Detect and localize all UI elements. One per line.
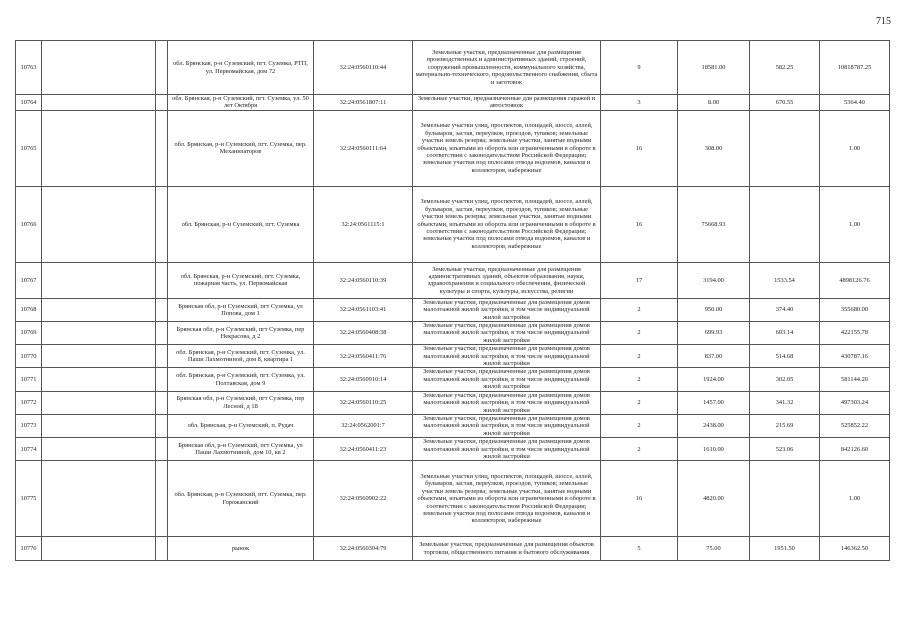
land-use-cell: Земельные участки, предназначенные для размещения домов малоэтажной жилой застройки, в том числе индивидуальной жилой застройки <box>413 391 601 414</box>
rate-cell: 514.68 <box>750 345 820 368</box>
address-cell: обл. Брянская, р-н Суземский, пгт. Суземка, ул. 50 лет Октября <box>168 95 314 111</box>
blank-cell <box>42 345 156 368</box>
blank-cell <box>156 110 168 186</box>
land-use-cell: Земельные участки, предназначенные для размещения домов малоэтажной жилой застройки, в том числе индивидуальной жилой застройки <box>413 322 601 345</box>
value-cell: 1.00 <box>820 110 890 186</box>
rate-cell: 582.25 <box>750 41 820 95</box>
value-cell: 10818787.25 <box>820 41 890 95</box>
group-cell: 3 <box>601 95 678 111</box>
address-cell: обл. Брянская, р-н Суземский, пгт. Суземка <box>168 186 314 262</box>
cadastral-number-cell: 32:24:0560408:38 <box>314 322 413 345</box>
group-cell: 17 <box>601 262 678 298</box>
address-cell: обл. Брянская, р-н Суземский, пгт. Суземка, пер. Механизаторов <box>168 110 314 186</box>
page-number: 715 <box>876 16 891 27</box>
cadastral-number-cell: 32:24:0560110:44 <box>314 41 413 95</box>
value-cell: 430787.16 <box>820 345 890 368</box>
value-cell: 525852.22 <box>820 414 890 437</box>
area-cell: 699.93 <box>678 322 750 345</box>
row-id: 10776 <box>16 537 42 561</box>
address-cell: Брянская обл, р-н Суземский, пгт Суземка, пер Некрасова, д 2 <box>168 322 314 345</box>
row-id: 10767 <box>16 262 42 298</box>
blank-cell <box>42 537 156 561</box>
rate-cell <box>750 110 820 186</box>
group-cell: 16 <box>601 110 678 186</box>
blank-cell <box>42 95 156 111</box>
blank-cell <box>156 438 168 461</box>
group-cell: 2 <box>601 298 678 321</box>
group-cell: 16 <box>601 461 678 537</box>
land-use-cell: Земельные участки улиц, проспектов, площадей, шоссе, аллей, бульваров, застав, переулков, проездов, тупиков; земельные участки земель резерва; земельные участки, занятые водными объектами, изъятыми из оборота или ограниченными в обороте в соответствии с законодательством Российской Федерации; земельные участки под полосами отвода водоемов, каналов и коллекторов, набережные <box>413 110 601 186</box>
address-cell: обл. Брянская, р-н Суземский, п. Рудач <box>168 414 314 437</box>
row-id: 10766 <box>16 186 42 262</box>
area-cell: 8.00 <box>678 95 750 111</box>
blank-cell <box>42 110 156 186</box>
blank-cell <box>42 368 156 391</box>
rate-cell: 1951.50 <box>750 537 820 561</box>
rate-cell: 341.32 <box>750 391 820 414</box>
area-cell: 75668.93 <box>678 186 750 262</box>
rate-cell <box>750 186 820 262</box>
cadastral-number-cell: 32:24:0561103:41 <box>314 298 413 321</box>
address-cell: Брянская обл, р-н Суземский, пгт Суземка, ул Попова, дом 1 <box>168 298 314 321</box>
value-cell: 581144.20 <box>820 368 890 391</box>
blank-cell <box>156 414 168 437</box>
cadastral-number-cell: 32:24:0561115:1 <box>314 186 413 262</box>
rate-cell: 215.69 <box>750 414 820 437</box>
blank-cell <box>42 41 156 95</box>
group-cell: 2 <box>601 345 678 368</box>
area-cell: 308.00 <box>678 110 750 186</box>
value-cell: 1.00 <box>820 186 890 262</box>
rate-cell: 302.05 <box>750 368 820 391</box>
land-use-cell: Земельные участки, предназначенные для размещения домов малоэтажной жилой застройки, в том числе индивидуальной жилой застройки <box>413 414 601 437</box>
land-use-cell: Земельные участки, предназначенные для размещения домов малоэтажной жилой застройки, в том числе индивидуальной жилой застройки <box>413 438 601 461</box>
cadastral-number-cell: 32:24:0560411:23 <box>314 438 413 461</box>
blank-cell <box>156 461 168 537</box>
area-cell: 1610.00 <box>678 438 750 461</box>
value-cell: 5364.40 <box>820 95 890 111</box>
row-id: 10775 <box>16 461 42 537</box>
blank-cell <box>42 186 156 262</box>
table-row <box>16 110 890 186</box>
blank-cell <box>156 322 168 345</box>
table-row <box>16 368 890 391</box>
group-cell: 2 <box>601 414 678 437</box>
address-cell: Брянская обл, р-н Суземский, пгт Суземка, ул Паши Лахмотниной, дом 10, кв 2 <box>168 438 314 461</box>
blank-cell <box>156 186 168 262</box>
rate-cell: 374.40 <box>750 298 820 321</box>
area-cell: 18581.00 <box>678 41 750 95</box>
area-cell: 4820.00 <box>678 461 750 537</box>
area-cell: 3194.00 <box>678 262 750 298</box>
land-use-cell: Земельные участки улиц, проспектов, площадей, шоссе, аллей, бульваров, застав, переулков, проездов, тупиков; земельные участки земель резерва; земельные участки, занятые водными объектами, изъятыми из оборота или ограниченными в обороте в соответствии с законодательством Российской Федерации; земельные участки под полосами отвода водоемов, каналов и коллекторов, набережные <box>413 186 601 262</box>
address-cell: обл. Брянская, р-н Суземский, пгт. Суземка, ул. Паши Лахмотниной, дом 8, квартира 1 <box>168 345 314 368</box>
address-cell: обл. Брянская, р-н Суземский, пгт. Суземка, РТП, ул. Первомайская, дом 72 <box>168 41 314 95</box>
row-id: 10768 <box>16 298 42 321</box>
address-cell: обл. Брянская, р-н Суземский, пгт. Суземка, пожарная часть, ул. Первомайская <box>168 262 314 298</box>
cadastral-number-cell: 32:24:0560110:25 <box>314 391 413 414</box>
group-cell: 2 <box>601 438 678 461</box>
land-use-cell: Земельные участки улиц, проспектов, площадей, шоссе, аллей, бульваров, застав, переулков, проездов, тупиков; земельные участки земель резерва; земельные участки, занятые водными объектами, изъятыми из оборота или ограниченными в обороте в соответствии с законодательством Российской Федерации; земельные участки под полосами отвода водоемов, каналов и коллекторов, набережные <box>413 461 601 537</box>
cadastral-number-cell: 32:24:0560902:22 <box>314 461 413 537</box>
table-row <box>16 41 890 95</box>
table-row <box>16 345 890 368</box>
blank-cell <box>42 391 156 414</box>
blank-cell <box>156 41 168 95</box>
group-cell: 2 <box>601 391 678 414</box>
land-use-cell: Земельные участки, предназначенные для размещения домов малоэтажной жилой застройки, в том числе индивидуальной жилой застройки <box>413 368 601 391</box>
address-cell: обл. Брянская, р-н Суземский, пгт. Суземка, пер. Горожанский <box>168 461 314 537</box>
cadastral-number-cell: 32:24:0562001:7 <box>314 414 413 437</box>
rate-cell <box>750 461 820 537</box>
row-id: 10763 <box>16 41 42 95</box>
land-use-cell: Земельные участки, предназначенные для размещения административных зданий, объектов образования, науки, здравоохранения и социального обеспечения, физической культуры и спорта, культуры, искусства, религии <box>413 262 601 298</box>
area-cell: 837.00 <box>678 345 750 368</box>
row-id: 10772 <box>16 391 42 414</box>
blank-cell <box>42 262 156 298</box>
table-row <box>16 95 890 111</box>
blank-cell <box>156 537 168 561</box>
address-cell: рынок <box>168 537 314 561</box>
value-cell: 497303.24 <box>820 391 890 414</box>
table-body <box>16 41 890 561</box>
blank-cell <box>42 438 156 461</box>
area-cell: 950.00 <box>678 298 750 321</box>
table-row <box>16 461 890 537</box>
cadastral-number-cell: 32:24:0560110:39 <box>314 262 413 298</box>
area-cell: 1457.00 <box>678 391 750 414</box>
value-cell: 1.00 <box>820 461 890 537</box>
rate-cell: 670.55 <box>750 95 820 111</box>
table-row <box>16 537 890 561</box>
area-cell: 2438.00 <box>678 414 750 437</box>
cadastral-number-cell: 32:24:0560304:79 <box>314 537 413 561</box>
address-cell: обл. Брянская, р-н Суземский, пгт. Суземка, ул. Полтавская, дом 9 <box>168 368 314 391</box>
cadastral-number-cell: 32:24:0560910:14 <box>314 368 413 391</box>
row-id: 10774 <box>16 438 42 461</box>
value-cell: 4898126.76 <box>820 262 890 298</box>
blank-cell <box>156 345 168 368</box>
cadastral-number-cell: 32:24:0560111:64 <box>314 110 413 186</box>
blank-cell <box>42 322 156 345</box>
table-row <box>16 414 890 437</box>
group-cell: 2 <box>601 322 678 345</box>
row-id: 10764 <box>16 95 42 111</box>
land-use-cell: Земельные участки, предназначенные для размещения производственных и административных зданий, строений, сооружений промышленности, коммунального хозяйства, материально-технического, продовольственного снабжения, сбыта и заготовок <box>413 41 601 95</box>
group-cell: 2 <box>601 368 678 391</box>
row-id: 10765 <box>16 110 42 186</box>
cadastral-number-cell: 32:24:0560411:76 <box>314 345 413 368</box>
value-cell: 842126.60 <box>820 438 890 461</box>
table-row <box>16 391 890 414</box>
value-cell: 355680.00 <box>820 298 890 321</box>
rate-cell: 1533.54 <box>750 262 820 298</box>
blank-cell <box>156 262 168 298</box>
cadastral-number-cell: 32:24:0561807:11 <box>314 95 413 111</box>
rate-cell: 523.06 <box>750 438 820 461</box>
land-use-cell: Земельные участки, предназначенные для размещения объектов торговли, общественного питания и бытового обслуживания <box>413 537 601 561</box>
blank-cell <box>42 461 156 537</box>
table-row <box>16 298 890 321</box>
row-id: 10773 <box>16 414 42 437</box>
table-row <box>16 262 890 298</box>
value-cell: 422155.78 <box>820 322 890 345</box>
area-cell: 75.00 <box>678 537 750 561</box>
row-id: 10770 <box>16 345 42 368</box>
value-cell: 146362.50 <box>820 537 890 561</box>
land-use-cell: Земельные участки, предназначенные для размещения домов малоэтажной жилой застройки, в том числе индивидуальной жилой застройки <box>413 298 601 321</box>
group-cell: 9 <box>601 41 678 95</box>
row-id: 10771 <box>16 368 42 391</box>
table-row <box>16 438 890 461</box>
row-id: 10769 <box>16 322 42 345</box>
blank-cell <box>42 298 156 321</box>
address-cell: Брянская обл, р-н Суземский, пгт Суземка, пер Лесной, д 18 <box>168 391 314 414</box>
cadastral-value-table <box>15 40 890 561</box>
blank-cell <box>156 368 168 391</box>
land-use-cell: Земельные участки, предназначенные для размещения домов малоэтажной жилой застройки, в том числе индивидуальной жилой застройки <box>413 345 601 368</box>
blank-cell <box>156 298 168 321</box>
blank-cell <box>156 95 168 111</box>
blank-cell <box>156 391 168 414</box>
rate-cell: 603.14 <box>750 322 820 345</box>
blank-cell <box>42 414 156 437</box>
land-use-cell: Земельные участки, предназначенные для размещения гаражей и автостоянок <box>413 95 601 111</box>
table-row <box>16 186 890 262</box>
group-cell: 5 <box>601 537 678 561</box>
table-row <box>16 322 890 345</box>
group-cell: 16 <box>601 186 678 262</box>
area-cell: 1924.00 <box>678 368 750 391</box>
